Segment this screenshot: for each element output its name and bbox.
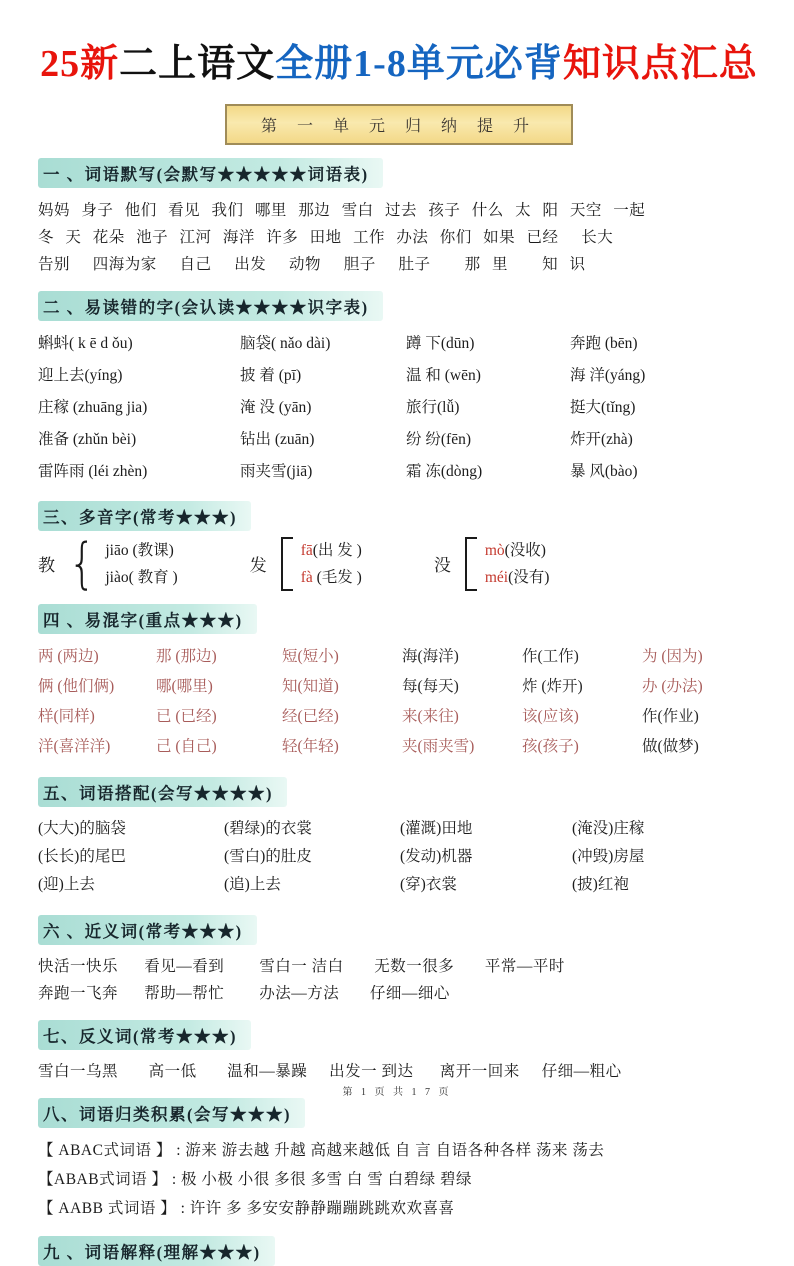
section-8 [38,1098,760,1128]
confusable-item: 知(知道) [282,677,339,695]
collocation-item: (穿)衣裳 [400,875,457,893]
polyphone-char: 发 [249,556,269,576]
confusable-item: 轻(年轻) [282,737,339,755]
pinyin-item: 庄稼 (zhuāng jia) [38,398,148,416]
section-4-header: 四 、易混字(重点★★★) [38,604,257,634]
polyphone-readings [301,537,362,591]
confusable-item: 办 (办法) [642,677,703,695]
pinyin: fà [300,568,313,586]
collocation-item: (淹没)庄稼 [572,819,645,837]
pinyin: jiāo [105,541,129,559]
title-part-1: 25新 [40,43,120,85]
word-line: 告别 四海为家 自己 出发 动物 胆子 肚子 那 里 知 识 [38,255,586,273]
section-6-content [38,953,760,1007]
polyphone-char: 没 [433,556,453,576]
page-title [38,42,760,88]
collocation-item: (冲毁)房屋 [572,847,645,865]
section-6-header: 六 、近义词(常考★★★) [38,915,257,945]
pinyin-item: 海 洋(yáng) [570,366,646,384]
pinyin-item: 雷阵雨 (léi zhèn) [38,462,148,480]
section-2-grid [38,328,760,488]
confusable-item: 两 (两边) [38,647,99,665]
pinyin-item: 霜 冻(dòng) [406,462,483,480]
section-8-header: 八、词语归类积累(会写★★★) [38,1098,305,1128]
confusable-item: 作(工作) [522,647,579,665]
word-line: 妈妈 身子 他们 看见 我们 哪里 那边 雪白 过去 孩子 什么 太 阳 天空 一起 [38,201,646,219]
collocation-item: (披)红袍 [572,875,629,893]
pinyin: mò [484,541,505,559]
confusable-item: 已 (已经) [156,707,217,725]
section-5 [38,777,760,807]
gloss: ( 教育 ) [128,568,178,586]
title-part-2: 二上语文 [119,43,276,85]
pinyin-item: 蝌蚪( k ē d ǒu) [38,334,133,352]
section-2 [38,291,760,321]
confusable-item: 海(海洋) [402,647,459,665]
title-part-3: 全册1-8单元必背 [275,43,563,85]
section-7-header: 七、反义词(常考★★★) [38,1020,251,1050]
curly-brace-icon: { [68,531,96,595]
pinyin-item: 迎上去(yíng) [38,366,123,384]
confusable-item: 俩 (他们俩) [38,677,115,695]
polyphone-readings [105,537,177,591]
confusable-item: 样(同样) [38,707,95,725]
pinyin-item: 纷 纷(fēn) [406,430,471,448]
polyphone-group [250,537,362,591]
section-8-content [38,1136,760,1223]
unit-banner-row [38,104,760,145]
collocation-item: (发动)机器 [400,847,473,865]
section-1-header: 一 、词语默写(会默写★★★★★词语表) [38,158,383,188]
confusable-item: 每(每天) [402,677,459,695]
pinyin-item: 脑袋( nǎo dài) [240,334,331,352]
word-pattern-line: 【 AABB 式词语 】 : 许许 多 多安安静静蹦蹦跳跳欢欢喜喜 [38,1199,455,1217]
pinyin: fā [300,541,313,559]
confusable-item: 经(已经) [282,707,339,725]
confusable-item: 短(短小) [282,647,339,665]
pinyin-item: 暴 风(bào) [570,462,638,480]
section-7-content [38,1058,760,1085]
confusable-item: 孩(孩子) [522,737,579,755]
confusable-item: 做(做梦) [642,737,699,755]
section-3-header: 三、多音字(常考★★★) [38,501,251,531]
polyphone-group [38,531,178,595]
pinyin: méi [484,568,509,586]
confusable-item: 己 (自己) [156,737,217,755]
section-3-content [38,531,760,595]
pinyin: jiào [105,568,129,586]
gloss: (没收) [504,541,546,559]
confusable-item: 来(来往) [402,707,459,725]
section-9-header: 九 、词语解释(理解★★★) [38,1236,275,1266]
section-4-grid [38,642,760,762]
pinyin-item: 旅行(lǚ) [406,398,460,416]
polyphone-char: 教 [38,556,57,576]
word-pattern-line: 【 ABAC式词语 】 : 游来 游去越 升越 高越来越低 自 言 自语各种各样 荡来 荡去 [38,1141,605,1159]
pinyin-item: 披 着 (pī) [240,366,302,384]
confusable-item: 洋(喜洋洋) [38,737,111,755]
unit-banner: 第 一 单 元 归 纳 提 升 [225,104,573,145]
collocation-item: (碧绿)的衣裳 [224,819,312,837]
pinyin-item: 准备 (zhǔn bèi) [38,430,137,448]
square-bracket-icon [281,537,293,591]
section-5-grid [38,815,760,899]
confusable-item: 哪(哪里) [156,677,213,695]
word-pattern-line: 【ABAB式词语 】 : 极 小极 小很 多很 多雪 白 雪 白碧绿 碧绿 [38,1170,472,1188]
gloss: (教课) [128,541,174,559]
pinyin-item: 奔跑 (bēn) [570,334,638,352]
collocation-item: (追)上去 [224,875,281,893]
gloss: (出 发 ) [312,541,362,559]
confusable-item: 为 (因为) [642,647,703,665]
gloss: (毛发 ) [312,568,362,586]
section-1 [38,158,760,188]
collocation-item: (迎)上去 [38,875,95,893]
confusable-item: 该(应该) [522,707,579,725]
pinyin-item: 蹲 下(dūn) [406,334,475,352]
square-bracket-icon [465,537,477,591]
antonym-line: 雪白一乌黑 高一低 温和—暴躁 出发一 到达 离开一回来 仔细—粗心 [38,1062,622,1080]
section-7 [38,1020,760,1050]
pinyin-item: 温 和 (wēn) [406,366,481,384]
pinyin-item: 挺大(tǐng) [570,398,636,416]
pinyin-item: 钻出 (zuān) [240,430,315,448]
pinyin-item: 炸开(zhà) [570,430,633,448]
polyphone-readings [485,537,550,591]
collocation-item: (大大)的脑袋 [38,819,126,837]
word-line: 冬 天 花朵 池子 江河 海洋 许多 田地 工作 办法 你们 如果 已经 长大 [38,228,614,246]
page-number: 第 1 页 共 1 7 页 [342,1087,452,1098]
pinyin-item: 雨夹雪(jiā) [240,462,313,480]
collocation-item: (雪白)的肚皮 [224,847,312,865]
synonym-line: 奔跑一飞奔 帮助—帮忙 办法—方法 仔细—细心 [38,984,450,1002]
title-part-4: 知识点汇总 [562,43,758,85]
section-2-header: 二 、易读错的字(会认读★★★★识字表) [38,291,383,321]
polyphone-group [434,537,550,591]
confusable-item: 作(作业) [642,707,699,725]
confusable-item: 炸 (炸开) [522,677,583,695]
collocation-item: (长长)的尾巴 [38,847,126,865]
section-9 [38,1236,760,1266]
confusable-item: 夹(雨夹雪) [402,737,475,755]
gloss: (没有) [508,568,550,586]
section-1-content [38,197,760,278]
section-3 [38,501,760,531]
section-5-header: 五、词语搭配(会写★★★★) [38,777,287,807]
section-6 [38,915,760,945]
collocation-item: (灌溉)田地 [400,819,473,837]
synonym-line: 快活一快乐 看见—看到 雪白一 洁白 无数一很多 平常—平时 [38,957,565,975]
pinyin-item: 淹 没 (yān) [240,398,312,416]
confusable-item: 那 (那边) [156,647,217,665]
section-4 [38,604,760,634]
